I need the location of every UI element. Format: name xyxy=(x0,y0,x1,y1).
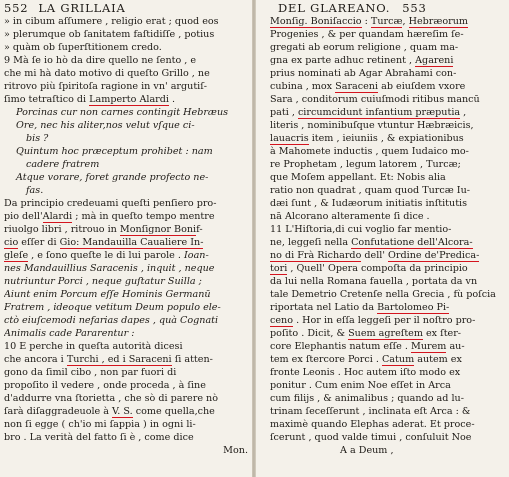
text-run: Atque vorare, foret grande profecto ne- xyxy=(16,172,209,183)
text-run: cum filijs , & animalibus ; quando ad lu- xyxy=(270,393,464,404)
text-line xyxy=(270,197,506,210)
text-line xyxy=(4,67,248,80)
text-line xyxy=(4,301,248,314)
highlighted-name: cio xyxy=(4,237,19,248)
highlighted-name: no di Frà Richardo xyxy=(270,250,362,261)
text-line xyxy=(270,353,506,366)
text-line xyxy=(4,340,248,353)
highlighted-name: ceno xyxy=(270,315,294,326)
text-run: che mi hà dato motivo di queſto Grillo , ne xyxy=(4,68,210,79)
text-run: 9 Mà ſe io hò da dire quello ne ſento , e xyxy=(4,55,197,66)
text-run: Deum , xyxy=(355,445,394,456)
text-line xyxy=(270,145,506,158)
left-page-number: 552 xyxy=(4,1,29,15)
text-line xyxy=(270,314,506,327)
text-line xyxy=(270,223,506,236)
text-line xyxy=(270,67,506,80)
text-run: cubina , mox xyxy=(270,81,336,92)
text-line xyxy=(270,106,506,119)
text-line xyxy=(4,366,248,379)
text-line xyxy=(270,158,506,171)
text-line xyxy=(4,132,248,145)
text-line xyxy=(270,119,506,132)
text-line xyxy=(4,431,248,444)
text-run: non ſi egge ( ch'io mi ſappia ) in ogni li- xyxy=(4,419,196,430)
text-line xyxy=(4,41,248,54)
text-line xyxy=(270,301,506,314)
text-line xyxy=(4,106,248,119)
left-page-text xyxy=(4,15,248,457)
highlighted-name: lauacris xyxy=(270,133,309,144)
text-run: nā Alcorano alteramente ſi dice . xyxy=(270,211,430,222)
text-line xyxy=(4,275,248,288)
text-run: Porcinas cur non carnes contingit Hebræus xyxy=(16,107,229,118)
highlighted-name: Monſignor Boni xyxy=(119,224,197,235)
text-run: 10 E perche in queſta autorità dicesi xyxy=(4,341,183,352)
text-line xyxy=(270,249,506,262)
text-line xyxy=(4,145,248,158)
text-run: » plerumque ob ſanitatem faſtidiſſe , potius xyxy=(4,29,215,40)
text-line xyxy=(4,262,248,275)
text-run: dæi ſunt , & Iudæorum initiatis inſtitutis xyxy=(270,198,468,209)
highlighted-name: circumcidunt infantium præputia xyxy=(297,107,461,118)
text-line xyxy=(4,223,248,236)
text-line xyxy=(270,340,506,353)
highlighted-name: Suem agreſtem xyxy=(348,328,423,339)
highlighted-name: Hebræorum xyxy=(408,16,469,27)
text-line xyxy=(270,379,506,392)
text-run: gna ex parte adhuc retinent , xyxy=(270,55,416,66)
text-run: Ore, nec his aliter,nos velut vſque ci- xyxy=(16,120,195,131)
highlighted-name: Murem xyxy=(411,341,447,352)
text-run: che ancora i xyxy=(4,354,67,365)
highlighted-name: Saraceni xyxy=(335,81,379,92)
text-run: gregati ab eorum religione , quam ma- xyxy=(270,42,459,53)
text-line xyxy=(270,54,506,67)
text-line xyxy=(270,210,506,223)
text-line xyxy=(4,288,248,301)
text-run: f- xyxy=(196,224,203,235)
text-run: d'addurre vna ſtorietta , che sò di parere nò xyxy=(4,393,218,404)
text-run: fas. xyxy=(26,185,44,196)
text-line xyxy=(270,80,506,93)
text-run: à Mahomete inductis , quem Iudaico mo- xyxy=(270,146,469,157)
text-run: poſito . Dicit, & xyxy=(270,328,349,339)
text-line xyxy=(4,210,248,223)
text-run: A a xyxy=(340,445,356,456)
text-line xyxy=(270,366,506,379)
text-run: que Moſem appellant. Et: Nobis alia xyxy=(270,172,446,183)
text-run: , xyxy=(460,107,467,118)
text-run: literis , nominibuſque vtuntur Hæbræicis, xyxy=(270,120,474,131)
text-run: re Prophetam , legum latorem , Turcæ; xyxy=(270,159,461,170)
text-run: eſſer di xyxy=(18,237,60,248)
text-run: » quàm ob ſuperſtitionem credo. xyxy=(4,42,162,53)
highlighted-name: Monſig. Boniſaccio xyxy=(270,16,362,27)
text-line xyxy=(4,249,248,262)
text-line xyxy=(4,236,248,249)
right-page-text xyxy=(270,15,506,457)
text-run: » in cibum aſſumere , religio erat ; quod eos xyxy=(4,16,219,27)
text-run: Sara , conditorum cuiuſmodi ritibus mancū xyxy=(270,94,480,105)
text-run: ex ſter- xyxy=(422,328,462,339)
left-running-head xyxy=(4,1,126,15)
text-line xyxy=(270,405,506,418)
text-run: ſi atten- xyxy=(171,354,213,365)
right-head-title: DEL GLAREANO. xyxy=(278,1,391,15)
text-run: bis ? xyxy=(26,133,49,144)
text-run: riportata nel Latio da xyxy=(270,302,378,313)
text-line xyxy=(270,171,506,184)
text-run: nes Mandauillius Saracenis , inquit , neque xyxy=(4,263,215,274)
text-run: dell' xyxy=(361,250,389,261)
text-run: trinam ſeceſſerunt , inclinata eſt Arca : & xyxy=(270,406,471,417)
text-line xyxy=(4,93,248,106)
text-line xyxy=(4,80,248,93)
text-run: ſimo tetraſtico di xyxy=(4,94,90,105)
text-run: maximè quando Elephas aderat. Et proce- xyxy=(270,419,475,430)
text-line xyxy=(270,327,506,340)
text-run: nutriuntur Porci , neque guſtatur Suilla ; xyxy=(4,276,202,287)
text-run: ; mà in queſto tempo mentre xyxy=(72,211,215,222)
text-run: : xyxy=(361,16,371,27)
highlighted-name: Alardi xyxy=(42,211,73,222)
text-line xyxy=(4,392,248,405)
text-run: tale Demetrio Cretenſe nella Grecia , fù poſcia xyxy=(270,289,496,300)
text-line xyxy=(4,405,248,418)
text-line xyxy=(270,41,506,54)
text-line xyxy=(270,392,506,405)
text-run: item , ieiuniis , & expiationibus xyxy=(308,133,464,144)
text-run: Mon. xyxy=(223,445,248,456)
text-line xyxy=(270,15,506,28)
text-run: ab eiuſdem vxore xyxy=(378,81,466,92)
text-run: prius nominati ab Agar Abrahami con- xyxy=(270,68,457,79)
highlighted-name: Agareni xyxy=(415,55,454,66)
text-run: . xyxy=(168,94,176,105)
text-run: riuolgo libri , ritrouo in xyxy=(4,224,120,235)
text-line xyxy=(270,418,506,431)
text-run: ne, leggeſi nella xyxy=(270,237,352,248)
text-line xyxy=(4,197,248,210)
text-line xyxy=(4,314,248,327)
text-run: gono da ſimil cibo , non par fuori di xyxy=(4,367,177,378)
text-line xyxy=(4,119,248,132)
text-line xyxy=(270,236,506,249)
text-line xyxy=(4,158,248,171)
highlighted-name: Lamperto Alardi xyxy=(89,94,169,105)
text-run: ſarà diſaggradeuole à xyxy=(4,406,113,417)
text-line xyxy=(270,28,506,41)
text-run: fronte Leonis . Hoc autem iſto modo ex xyxy=(270,367,461,378)
text-line xyxy=(4,28,248,41)
text-run: ritrovo più ſpiritoſa ragione in vn' argutiſ- xyxy=(4,81,208,92)
text-run: ctò eiuſcemodi nefarias dapes , quà Cognati xyxy=(4,315,219,326)
right-page-number: 553 xyxy=(402,1,427,15)
highlighted-name: Turcæ xyxy=(370,16,403,27)
highlighted-name: Confutatione dell'Alcora- xyxy=(351,237,473,248)
text-run: au- xyxy=(446,341,465,352)
text-run: propoſito il vedere , onde proceda , à ſine xyxy=(4,380,206,391)
text-line xyxy=(4,444,248,457)
highlighted-name: Bartolomeo Pi- xyxy=(377,302,450,313)
highlighted-name: V. S. xyxy=(112,406,133,417)
right-page xyxy=(256,0,509,477)
highlighted-name: gleſe xyxy=(4,250,29,261)
text-line xyxy=(270,288,506,301)
text-run: pio dell' xyxy=(4,211,43,222)
text-run: ponitur . Cum enim Noe eſſet in Arca xyxy=(270,380,451,391)
text-run: core Elephantis natum eſſe . xyxy=(270,341,412,352)
text-line xyxy=(270,262,506,275)
text-run: ſcerunt , quod valde timui , conſuluit Noe xyxy=(270,432,472,443)
text-run: , e ſono queſte le di lui parole . xyxy=(28,250,185,261)
text-line xyxy=(4,418,248,431)
text-run: cadere fratrem xyxy=(26,159,100,170)
text-line xyxy=(4,171,248,184)
text-line xyxy=(270,444,506,457)
text-line xyxy=(4,379,248,392)
highlighted-name: tori xyxy=(270,263,288,274)
text-run: . Hor in eſſa leggeſi per il noſtro pro- xyxy=(293,315,476,326)
text-run: Quintum hoc præceptum prohibet : nam xyxy=(16,146,213,157)
highlighted-name: Catum xyxy=(381,354,415,365)
text-line xyxy=(270,93,506,106)
text-line xyxy=(270,184,506,197)
highlighted-name: Ordine de'Predica- xyxy=(388,250,480,261)
text-run: bro . La verità del fatto ſi è , come dice xyxy=(4,432,194,443)
text-line xyxy=(270,132,506,145)
text-run: Animalis cade Pararentur : xyxy=(4,328,135,339)
text-run: 11 L'Hiſtoria,di cui voglio far mentio- xyxy=(270,224,452,235)
text-run: Progenies , & per quandam hæreſim ſe- xyxy=(270,29,464,40)
text-run: tem ex ſtercore Porci . xyxy=(270,354,382,365)
text-run: Ioan- xyxy=(184,250,209,261)
text-run: autem ex xyxy=(414,354,462,365)
text-run: Da principio credeuami queſti penſiero pro- xyxy=(4,198,217,209)
left-page xyxy=(0,0,253,477)
left-head-title: LA GRILLAIA xyxy=(38,1,126,15)
text-run: pati , xyxy=(270,107,298,118)
text-run: ratio non quadrat , quam quod Turcæ Iu- xyxy=(270,185,471,196)
text-run: , xyxy=(402,16,409,27)
text-line xyxy=(4,184,248,197)
text-run: come quella,che xyxy=(132,406,215,417)
highlighted-name: Gio: Mandauilla Caualiere In- xyxy=(59,237,204,248)
text-line xyxy=(4,15,248,28)
text-line xyxy=(270,431,506,444)
text-run: da lui nella Romana fauella , portata da vn xyxy=(270,276,478,287)
text-run: , Quell' Opera compoſta da principio xyxy=(287,263,468,274)
text-line xyxy=(4,327,248,340)
text-line xyxy=(4,353,248,366)
text-line xyxy=(4,54,248,67)
text-run: Aiunt enim Porcum eſſe Hominis Germanū xyxy=(4,289,211,300)
text-run: Fratrem , ideoque vetitum Deum populo ele- xyxy=(4,302,221,313)
highlighted-name: Turchi , ed i Saraceni xyxy=(66,354,172,365)
text-line xyxy=(270,275,506,288)
right-running-head xyxy=(278,1,427,15)
